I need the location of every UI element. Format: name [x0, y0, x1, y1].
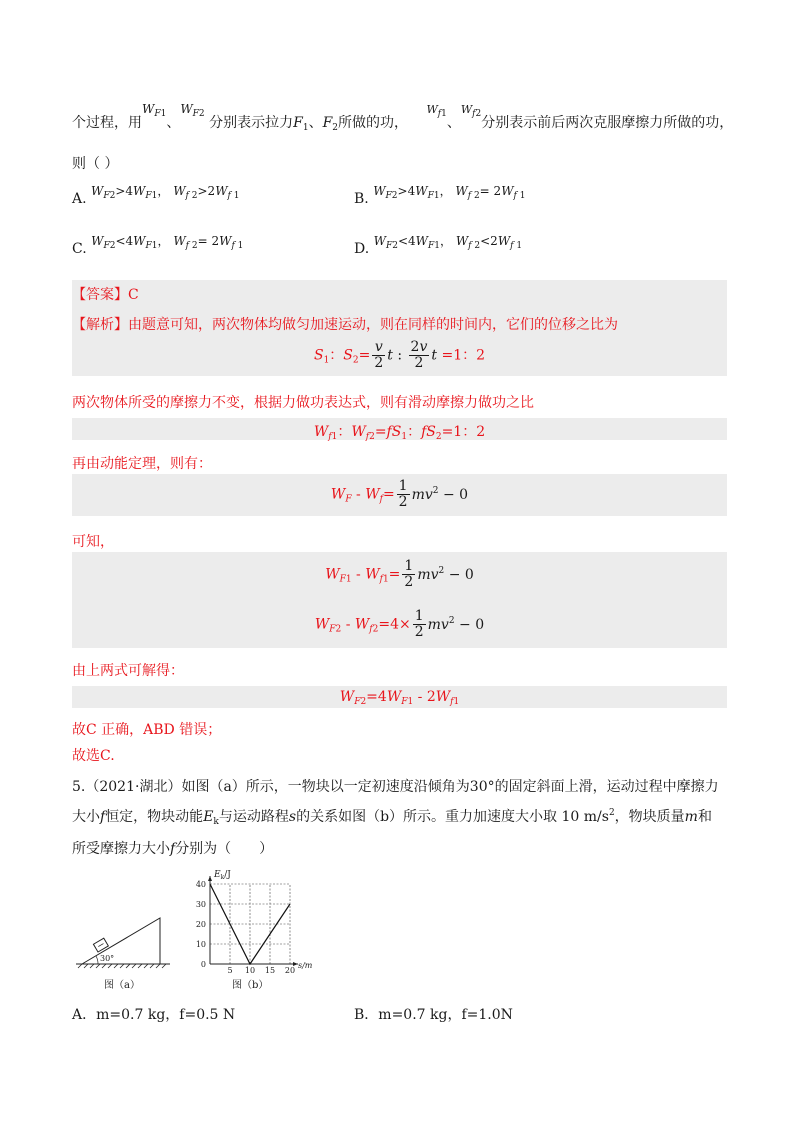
y-axis-arrow	[208, 876, 212, 881]
analysis-line	[72, 314, 618, 334]
relation: <4	[115, 234, 134, 248]
relation: = 2	[479, 184, 502, 198]
solution-formula: $W_{F2}=4W_{F1} - 2W_{f1}$	[339, 689, 460, 707]
answer-line	[72, 284, 139, 304]
y-tick-label: 20	[195, 920, 206, 929]
y-tick-label: 0	[200, 960, 206, 969]
stem-text: 分别表示拉力	[209, 115, 294, 131]
relation: >4	[397, 184, 416, 198]
option-d[interactable]	[354, 232, 523, 257]
analysis-text-6: 故C 正确，ABD 错误；	[72, 722, 222, 738]
question-text: 恒定，物块动能	[105, 809, 204, 825]
option-b[interactable]	[354, 182, 526, 207]
x-tick-label: 15	[264, 966, 276, 975]
analysis-text-5: 由上两式可解得：	[72, 663, 184, 679]
analysis-text-3: 再由动能定理，则有：	[72, 456, 212, 472]
option-letter: C.	[72, 241, 87, 257]
ratio-result: =1：2	[441, 347, 486, 364]
option-formula: $W_{F2}<4W_{F1}$， $W_{f 2}<2W_{f 1}$	[373, 234, 523, 251]
q4-stem-line1: 个过程，用$W_{F1}$、$W_{F2}$ 分别表示拉力$F_1$、$F_2$所做的功， $W_{f1}$、$W_{f2}$分别表示前后两次克服摩擦力所做的功，	[72, 102, 734, 133]
question-source: （2021·湖北）	[85, 779, 182, 795]
y-tick-label: 30	[195, 900, 206, 909]
y-axis-label: $E_k/J$	[214, 870, 231, 881]
chart-ticks	[196, 880, 295, 975]
option-letter: B.	[354, 191, 369, 207]
analysis-text-2: 两次物体所受的摩擦力不变，根据力做功表达式，则有滑动摩擦力做功之比	[72, 395, 534, 411]
analysis-label: 【解析】	[72, 317, 128, 333]
option-formula: $W_{F2}>4W_{F1}$， $W_{f 2}>2W_{f 1}$	[91, 184, 240, 201]
chart-grid	[210, 884, 290, 964]
symbol-wf-2: $W_{f2}$	[460, 103, 482, 119]
option-a[interactable]	[72, 182, 240, 207]
angle-arc	[96, 956, 98, 964]
option-letter: D.	[354, 241, 370, 257]
chart-axes	[208, 876, 298, 966]
question-text: 分别为（ ）	[175, 841, 274, 857]
x-tick-label: 5	[227, 966, 233, 975]
analysis-text: 由题意可知，两次物体均做匀加速运动，则在同样的时间内，它们的位移之比为	[128, 317, 618, 333]
angle-label: 30°	[100, 954, 115, 963]
option-formula: $W_{F2}>4W_{F1}$， $W_{f 2}= 2W_{f 1}$	[373, 184, 526, 201]
stem-text: 、	[308, 115, 323, 131]
stem-text: 所做的功，	[338, 115, 409, 131]
answer-value: C	[128, 287, 139, 303]
ground-hatch	[78, 964, 166, 968]
question-text: 所受摩擦力大小	[72, 841, 170, 857]
stem-text: 、	[166, 115, 181, 131]
stem-text: 、	[446, 115, 461, 131]
energy-formula-1: $W_{F1} - W_{f1}=$ $\frac{1}{2}$ $mv^2 - 0$	[325, 558, 474, 590]
symbol-wf-1: $W_{f1}$	[426, 103, 447, 119]
energy-formula: $W_F - W_f=$ $\frac{1}{2}$ $mv^2 - 0$	[330, 478, 469, 510]
relation: <2	[480, 234, 498, 248]
symbol-wf2: $W_{F2}$	[180, 102, 205, 119]
relation: = 2	[197, 234, 220, 248]
figure-a-caption: 图（a）	[104, 980, 140, 991]
question-number: 5.	[72, 779, 86, 795]
answer-label: 【答案】	[72, 287, 128, 303]
energy-formula-2: $W_{F2} - W_{f2}=4\times$ $\frac{1}{2}$ $mv^2 - 0$	[314, 608, 485, 640]
q4-stem-line2: 则（ ）	[72, 156, 119, 172]
y-tick-label: 40	[195, 880, 206, 889]
analysis-text-4: 可知，	[72, 534, 114, 550]
x-tick-label: 10	[244, 966, 256, 975]
figure-b-caption: 图（b）	[232, 980, 269, 991]
q5-option-a[interactable]: A．m=0.7 kg，f=0.5 N	[72, 1007, 236, 1023]
q5-option-b[interactable]: B．m=0.7 kg，f=1.0N	[354, 1007, 513, 1023]
ratio-formula: $S_1$：$S_2=$ $\frac{v}{2}$ t : $\frac{2v}{2}$ t =1：2	[313, 339, 486, 371]
option-c[interactable]	[72, 232, 244, 257]
q5-line3: 所受摩擦力大小f分别为（ ）	[72, 841, 274, 857]
work-ratio-formula: $W_{f1}$：$W_{f2}=fS_1$：$fS_2=1$：2	[313, 424, 486, 442]
x-axis-label: s/m	[298, 961, 313, 970]
y-tick-label: 10	[195, 940, 206, 949]
question-text: 与运动路程	[218, 809, 289, 825]
question-text: 和	[697, 809, 712, 825]
figure-a-incline	[74, 906, 174, 972]
option-formula: $W_{F2}<4W_{F1}$， $W_{f 2}= 2W_{f 1}$	[91, 234, 244, 251]
figure-b-chart	[184, 866, 316, 978]
stem-text: 分别表示前后两次克服摩擦力所做的功，	[481, 115, 734, 131]
question-text: 大小	[72, 809, 100, 825]
incline-triangle	[82, 918, 160, 964]
relation: <4	[397, 234, 416, 248]
x-tick-label: 20	[284, 966, 296, 975]
analysis-text-7: 故选C.	[72, 748, 115, 764]
relation: >4	[115, 184, 134, 198]
option-letter: A.	[72, 191, 87, 207]
question-text: ，物块质量	[614, 809, 685, 825]
q5-line1	[72, 776, 719, 796]
question-text: 如图（a）所示，一物块以一定初速度沿倾角为30°的固定斜面上滑，运动过程中摩擦力	[181, 779, 719, 795]
stem-text: 个过程，用	[72, 115, 142, 131]
q5-line2: 大小f恒定，物块动能$E_k$与运动路程s的关系如图（b）所示。重力加速度大小取 10 $m/s^2$，物块质量m和	[72, 808, 712, 827]
relation: >2	[197, 184, 216, 198]
symbol-wf1: $W_{F1}$	[142, 102, 167, 119]
question-text: 的关系如图（b）所示。重力加速度大小取 10 m/s	[296, 809, 609, 825]
